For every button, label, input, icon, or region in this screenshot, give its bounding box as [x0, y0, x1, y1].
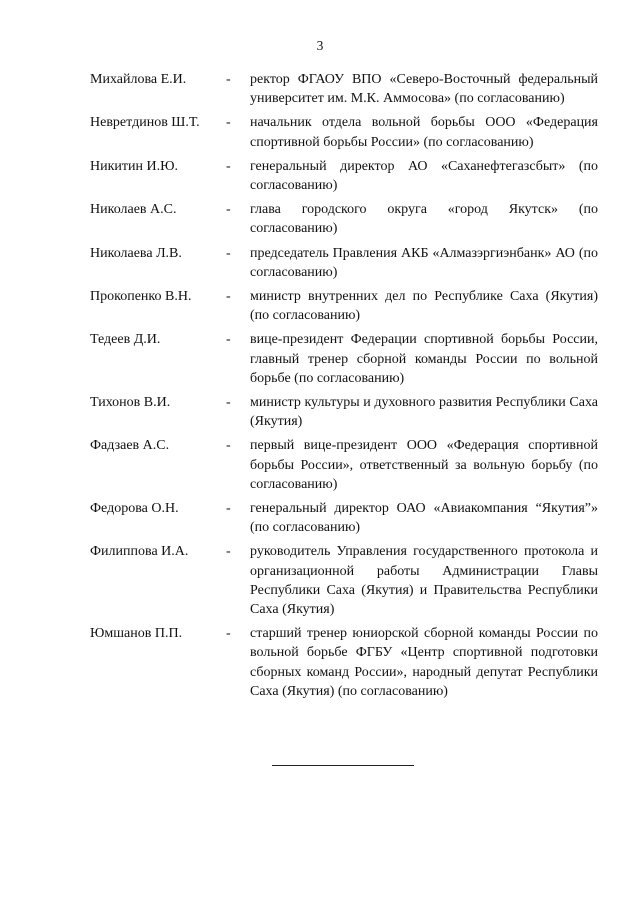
member-row: [90, 113, 598, 151]
member-dash: -: [226, 438, 231, 454]
member-dash: -: [226, 544, 231, 560]
member-role: старший тренер юниорской сборной команды России по вольной борьбе ФГБУ «Центр спортивной подготовки сборных команд России», народный депутат Республики Саха (Якутия) (по согласованию): [250, 626, 598, 699]
member-dash: -: [226, 395, 231, 411]
member-role: глава городского округа «город Якутск» (по согласованию): [250, 202, 598, 237]
member-dash: -: [226, 202, 231, 218]
member-name: Филиппова И.А.: [90, 544, 189, 560]
member-name: Прокопенко В.Н.: [90, 289, 192, 305]
member-role: ректор ФГАОУ ВПО «Северо-Восточный федеральный университет им. М.К. Аммосова» (по согласованию): [250, 72, 598, 107]
member-name: Тедеев Д.И.: [90, 332, 161, 348]
member-name: Федорова О.Н.: [90, 501, 179, 517]
member-role: министр культуры и духовного развития Республики Саха (Якутия): [250, 395, 598, 430]
member-role: вице-президент Федерации спортивной борьбы России, главный тренер сборной команды России по вольной борьбе (по согласованию): [250, 332, 598, 386]
page-number: 3: [316, 38, 324, 53]
member-dash: -: [226, 626, 231, 642]
member-role: первый вице-президент ООО «Федерация спортивной борьбы России», ответственный за вольную борьбу (по согласованию): [250, 438, 598, 492]
member-row: [90, 244, 598, 282]
member-role: начальник отдела вольной борьбы ООО «Федерация спортивной борьбы России» (по согласованию): [250, 115, 598, 150]
member-role: генеральный директор ОАО «Авиакомпания “Якутия”» (по согласованию): [250, 501, 598, 536]
member-row: [90, 393, 598, 431]
member-name: Тихонов В.И.: [90, 395, 171, 411]
member-row: [90, 200, 598, 238]
member-dash: -: [226, 158, 231, 174]
member-name: Никитин И.Ю.: [90, 158, 178, 174]
closing-rule: [272, 765, 414, 766]
member-role: председатель Правления АКБ «Алмазэргиэнбанк» АО (по согласованию): [250, 245, 598, 280]
member-row: [90, 499, 598, 537]
member-row: [90, 624, 598, 701]
member-name: Николаев А.С.: [90, 202, 177, 218]
member-role: руководитель Управления государственного протокола и организационной работы Администрации Главы Республики Саха (Якутия) и Правительства Республики Саха (Якутия): [250, 544, 598, 618]
member-row: [90, 330, 598, 388]
member-name: Юмшанов П.П.: [90, 626, 183, 642]
member-row: [90, 436, 598, 494]
member-role: генеральный директор АО «Саханефтегазсбыт» (по согласованию): [250, 158, 598, 194]
member-name: Фадзаев А.С.: [90, 438, 170, 454]
member-dash: -: [226, 245, 231, 261]
member-dash: -: [226, 332, 231, 348]
member-name: Николаева Л.В.: [90, 245, 182, 261]
member-row: [90, 70, 598, 108]
member-dash: -: [226, 501, 231, 517]
member-dash: -: [226, 289, 231, 305]
member-name: Невретдинов Ш.Т.: [90, 115, 200, 131]
member-dash: -: [226, 72, 231, 87]
member-list: [90, 70, 598, 706]
member-row: [90, 542, 598, 619]
member-name: Михайлова Е.И.: [90, 72, 187, 87]
member-row: [90, 157, 598, 195]
member-dash: -: [226, 115, 231, 131]
member-role: министр внутренних дел по Республике Саха (Якутия) (по согласованию): [250, 289, 598, 324]
member-row: [90, 287, 598, 325]
